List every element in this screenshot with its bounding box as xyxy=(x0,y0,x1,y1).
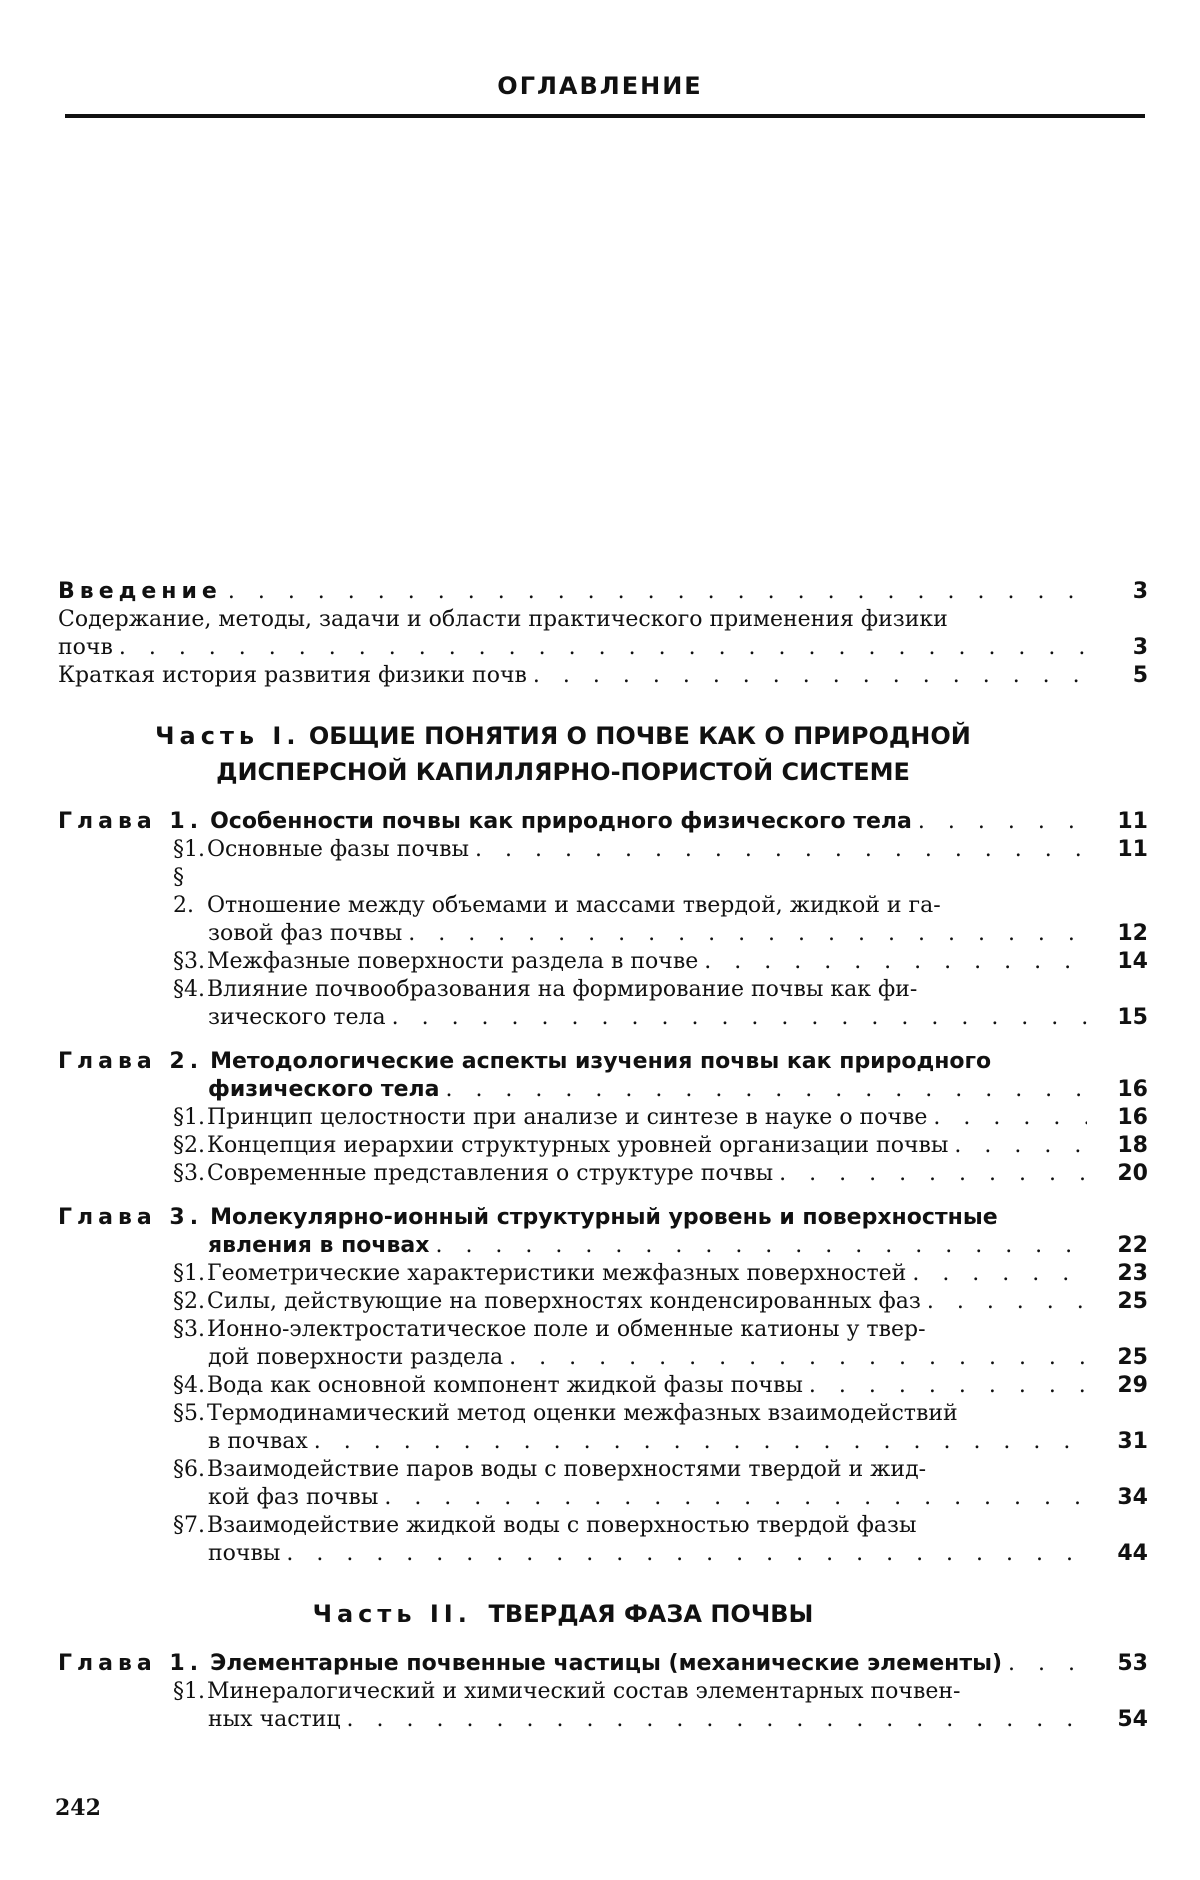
section-1-1-2[interactable]: зовой фаз почвы . . . 12 xyxy=(58,920,1148,948)
table-of-contents xyxy=(58,578,1148,1734)
section-1-1-1[interactable]: §1.Основные фазы почвы . . . 11 xyxy=(58,836,1148,864)
section-1-3-2[interactable]: §2.Силы, действующие на поверхностях конденсированных фаз . . . 25 xyxy=(58,1288,1148,1316)
section-1-2-2[interactable]: §2.Концепция иерархии структурных уровней организации почвы . . . 18 xyxy=(58,1132,1148,1160)
section-1-1-4-label[interactable]: §4.Влияние почвообразования на формирование почвы как фи- xyxy=(58,976,1148,1004)
section-1-3-5[interactable]: в почвах . . . 31 xyxy=(58,1428,1148,1456)
part-1-heading: Часть I. ОБЩИЕ ПОНЯТИЯ О ПОЧВЕ КАК О ПРИРОДНОЙ ДИСПЕРСНОЙ КАПИЛЛЯРНО-ПОРИСТОЙ СИСТЕМЕ xyxy=(58,718,1148,790)
section-2-1-1[interactable]: ных частиц . . . 54 xyxy=(58,1706,1148,1734)
toc-label: Введение xyxy=(58,578,222,606)
title-rule xyxy=(65,114,1145,118)
section-1-1-4[interactable]: зического тела . . . 15 xyxy=(58,1004,1148,1032)
section-1-3-7[interactable]: почвы . . . 44 xyxy=(58,1540,1148,1568)
section-1-3-1[interactable]: §1.Геометрические характеристики межфазных поверхностей . . . 23 xyxy=(58,1260,1148,1288)
section-1-2-3[interactable]: §3.Современные представления о структуре почвы . . . 20 xyxy=(58,1160,1148,1188)
chapter-1-3-label[interactable]: Глава 3. Молекулярно-ионный структурный уровень и поверхностные xyxy=(58,1204,1148,1232)
chapter-1-3[interactable]: явления в почвах . . . 22 xyxy=(58,1232,1148,1260)
section-1-3-3[interactable]: дой поверхности раздела . . . 25 xyxy=(58,1344,1148,1372)
toc-page: 3 xyxy=(1093,578,1148,606)
chapter-1-2[interactable]: физического тела . . . 16 xyxy=(58,1076,1148,1104)
section-1-3-3-label[interactable]: §3.Ионно-электростатическое поле и обменные катионы у твер- xyxy=(58,1316,1148,1344)
toc-entry-content[interactable]: почв . . . 3 xyxy=(58,634,1148,662)
toc-entry-history[interactable]: Краткая история развития физики почв . . . 5 xyxy=(58,662,1148,690)
section-1-3-5-label[interactable]: §5.Термодинамический метод оценки межфазных взаимодействий xyxy=(58,1400,1148,1428)
section-1-1-3[interactable]: §3.Межфазные поверхности раздела в почве . . . 14 xyxy=(58,948,1148,976)
page-number: 242 xyxy=(55,1795,101,1821)
chapter-1-2-label[interactable]: Глава 2. Методологические аспекты изучения почвы как природного xyxy=(58,1048,1148,1076)
section-1-3-7-label[interactable]: §7.Взаимодействие жидкой воды с поверхностью твердой фазы xyxy=(58,1512,1148,1540)
page xyxy=(0,0,1200,1880)
chapter-1-1[interactable]: Глава 1. Особенности почвы как природного физического тела . . . 11 xyxy=(58,808,1148,836)
page-title: ОГЛАВЛЕНИЕ xyxy=(0,72,1200,100)
toc-entry-content-label[interactable]: Содержание, методы, задачи и области практического применения физики xyxy=(58,606,1148,634)
toc-entry-intro[interactable] xyxy=(58,578,1148,606)
section-1-3-4[interactable]: §4.Вода как основной компонент жидкой фазы почвы . . . 29 xyxy=(58,1372,1148,1400)
part-2-heading: Часть II. ТВЕРДАЯ ФАЗА ПОЧВЫ xyxy=(58,1596,1148,1632)
section-2-1-1-label[interactable]: §1.Минералогический и химический состав элементарных почвен- xyxy=(58,1678,1148,1706)
section-1-1-2-label[interactable]: § 2. Отношение между объемами и массами твердой, жидкой и га- xyxy=(58,864,1148,920)
section-1-3-6-label[interactable]: §6.Взаимодействие паров воды с поверхностями твердой и жид- xyxy=(58,1456,1148,1484)
section-1-2-1[interactable]: §1.Принцип целостности при анализе и синтезе в науке о почве . . . 16 xyxy=(58,1104,1148,1132)
chapter-2-1[interactable]: Глава 1. Элементарные почвенные частицы (механические элементы) . . . 53 xyxy=(58,1650,1148,1678)
section-1-3-6[interactable]: кой фаз почвы . . . 34 xyxy=(58,1484,1148,1512)
